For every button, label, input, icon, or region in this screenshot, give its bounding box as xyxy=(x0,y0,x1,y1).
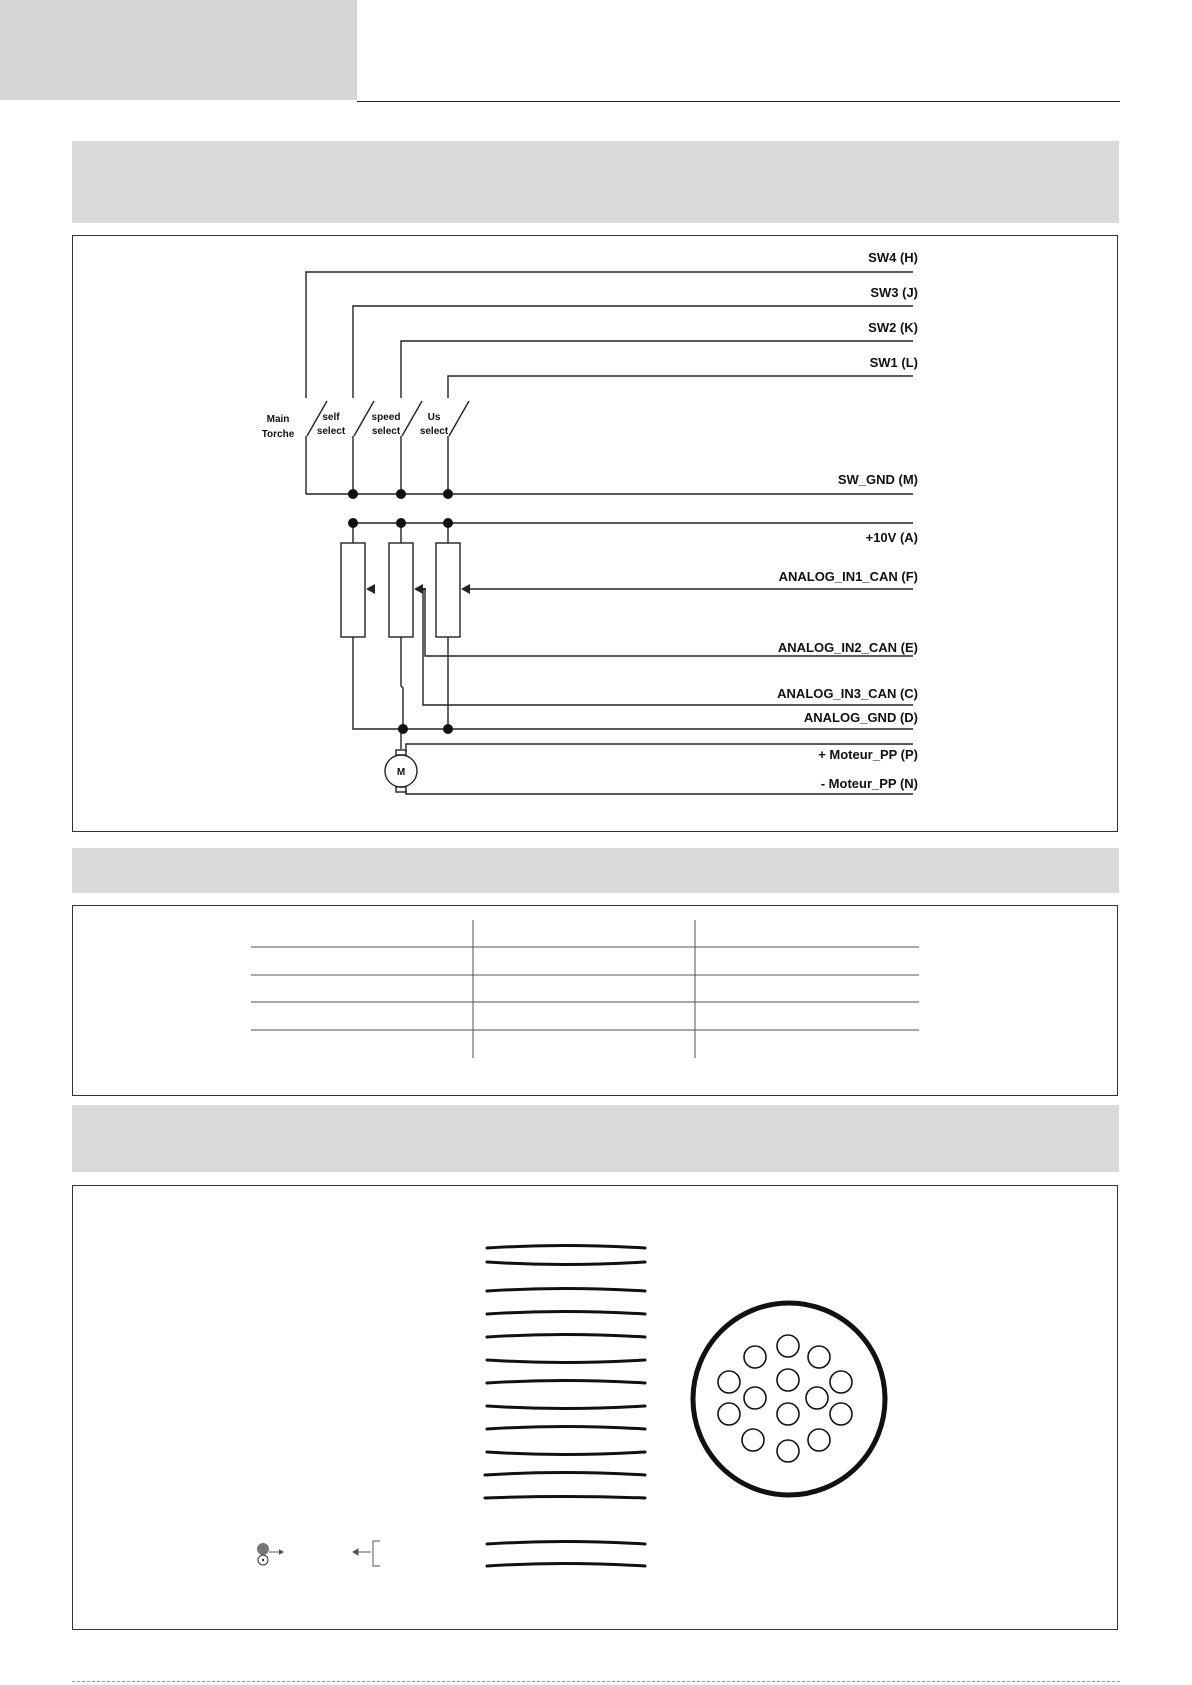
label-analog-in1: ANALOG_IN1_CAN (F) xyxy=(778,569,918,584)
potentiometer-3 xyxy=(436,543,460,637)
header-corner-block xyxy=(0,0,357,100)
wiper-arrow-1 xyxy=(366,584,375,594)
connector-pin xyxy=(808,1346,830,1368)
connector-pin xyxy=(777,1335,799,1357)
junction-dot xyxy=(443,518,453,528)
sw2-wire xyxy=(401,341,913,398)
wiper-arrow-2 xyxy=(414,584,423,594)
pin-locator-icon xyxy=(257,1543,284,1565)
arrow-bracket-icon xyxy=(353,1541,380,1566)
wire-line xyxy=(485,1473,645,1476)
connector-pin xyxy=(742,1429,764,1451)
connector-pin xyxy=(777,1369,799,1391)
label-moteur-plus: + Moteur_PP (P) xyxy=(818,747,918,762)
wire-line xyxy=(487,1406,645,1409)
connector-pin xyxy=(718,1403,740,1425)
connector-pin xyxy=(830,1371,852,1393)
label-sw4: SW4 (H) xyxy=(868,250,918,265)
label-analog-in2: ANALOG_IN2_CAN (E) xyxy=(777,640,918,655)
switch-label-us: Us xyxy=(427,412,441,423)
potentiometer-1 xyxy=(341,543,365,637)
wire-line xyxy=(487,1452,645,1455)
wire-line xyxy=(487,1427,645,1430)
label-sw3: SW3 (J) xyxy=(870,285,918,300)
connector-pin xyxy=(718,1371,740,1393)
header-rule xyxy=(357,101,1120,102)
potentiometer-2 xyxy=(389,543,413,637)
switch-label-speed-2: select xyxy=(371,426,401,437)
label-plus10v: +10V (A) xyxy=(865,530,918,545)
switch-us-blade xyxy=(449,401,469,436)
table-panel xyxy=(72,905,1118,1096)
wire-line xyxy=(487,1246,645,1249)
switch-label-main-2: Torche xyxy=(261,429,295,440)
connector-panel xyxy=(72,1185,1118,1630)
connector-pin xyxy=(744,1346,766,1368)
switch-label-speed: speed xyxy=(371,412,401,423)
label-sw-gnd: SW_GND (M) xyxy=(837,472,918,487)
sw4-wire xyxy=(306,272,913,398)
wiring-diagram xyxy=(73,236,1119,833)
wiring-diagram-panel xyxy=(72,235,1118,832)
wire-line xyxy=(487,1335,645,1338)
footer-rule xyxy=(72,1681,1120,1682)
label-analog-in3: ANALOG_IN3_CAN (C) xyxy=(777,686,918,701)
empty-table-grid xyxy=(73,906,1119,1097)
wire-line xyxy=(487,1542,645,1545)
connector-pin xyxy=(777,1403,799,1425)
label-sw2: SW2 (K) xyxy=(868,320,918,335)
label-moteur-minus: - Moteur_PP (N) xyxy=(820,776,918,791)
motor-label: M xyxy=(396,767,406,778)
junction-dot xyxy=(396,518,406,528)
connector-pin xyxy=(806,1387,828,1409)
connector-outline xyxy=(693,1303,885,1495)
switch-label-main: Main xyxy=(266,414,290,425)
wire-line xyxy=(487,1360,645,1363)
junction-dot xyxy=(396,489,406,499)
sw3-wire xyxy=(353,306,913,398)
junction-dot xyxy=(443,489,453,499)
section-band-table xyxy=(72,848,1119,893)
section-band-wiring xyxy=(72,141,1119,223)
wiper-arrow-3 xyxy=(461,584,470,594)
switch-label-self: self xyxy=(322,412,340,423)
connector-pin xyxy=(744,1387,766,1409)
junction-dot xyxy=(398,724,408,734)
label-analog-gnd: ANALOG_GND (D) xyxy=(803,710,918,725)
wire-line xyxy=(485,1497,645,1499)
junction-dot xyxy=(443,724,453,734)
wire-line xyxy=(487,1564,645,1567)
section-band-connector xyxy=(72,1105,1119,1172)
connector-pin xyxy=(777,1440,799,1462)
wire-line xyxy=(487,1381,645,1384)
connector-pin xyxy=(808,1429,830,1451)
junction-dot xyxy=(348,489,358,499)
wire-line xyxy=(487,1312,645,1315)
junction-dot xyxy=(348,518,358,528)
switch-label-self-2: select xyxy=(316,426,346,437)
sw1-wire xyxy=(448,376,913,398)
label-sw1: SW1 (L) xyxy=(869,355,918,370)
wire-line xyxy=(487,1289,645,1292)
wire-line xyxy=(487,1262,645,1265)
connector-pin xyxy=(830,1403,852,1425)
switch-label-us-2: select xyxy=(419,426,449,437)
connector-diagram xyxy=(73,1186,1119,1631)
